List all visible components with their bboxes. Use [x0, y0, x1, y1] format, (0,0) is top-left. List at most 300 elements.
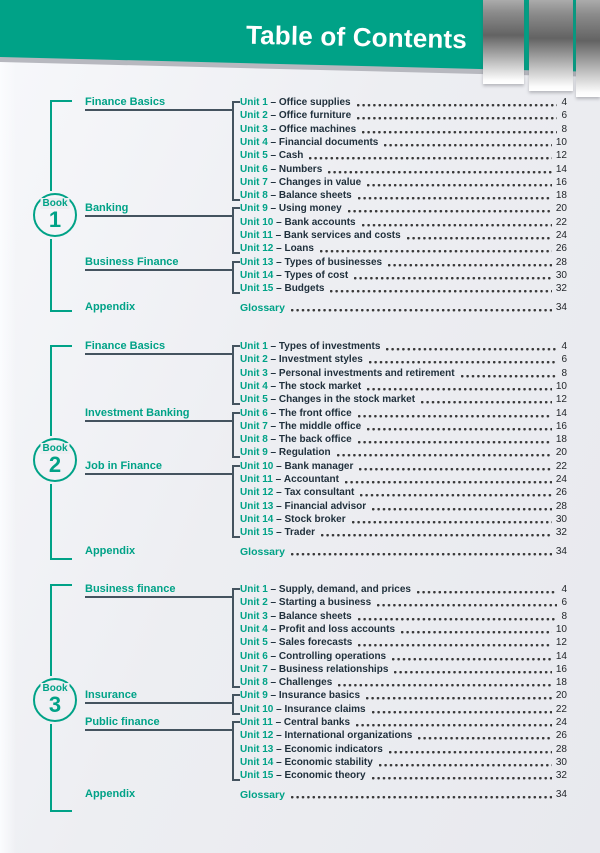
book-bracket-line — [50, 584, 52, 676]
units-bracket-line — [232, 207, 234, 252]
dot-leader — [330, 283, 551, 295]
toc-entry — [240, 177, 567, 189]
glossary-label: Glossary — [240, 789, 285, 801]
page-number: 28 — [555, 256, 567, 268]
book-badge-word: Book — [42, 683, 68, 694]
unit-separator: – — [273, 256, 285, 268]
unit-label: Unit 10 — [240, 703, 274, 715]
page-number: 6 — [561, 110, 567, 122]
units-bracket-tick — [232, 713, 240, 715]
toc-entry — [240, 637, 567, 649]
page-number: 12 — [555, 394, 567, 406]
category-label: Business finance — [85, 583, 176, 595]
dot-leader — [421, 394, 552, 406]
page-number: 10 — [555, 623, 567, 635]
units-bracket-tick — [232, 686, 240, 688]
dot-leader — [321, 527, 552, 539]
unit-label: Unit 7 — [240, 420, 268, 432]
page-number: 4 — [561, 584, 567, 595]
unit-separator: – — [267, 650, 279, 662]
unit-separator: – — [273, 216, 285, 228]
toc-entry — [240, 690, 567, 702]
unit-separator: – — [267, 584, 279, 595]
glossary-label: Glossary — [240, 546, 285, 558]
dot-leader — [362, 124, 557, 136]
unit-title: Starting a business — [278, 597, 372, 609]
book-badge-number: 1 — [48, 207, 62, 232]
units-bracket-tick — [232, 779, 240, 781]
dot-leader — [367, 381, 552, 393]
unit-separator: – — [267, 136, 279, 148]
dot-leader — [291, 546, 552, 558]
toc-entry — [240, 487, 567, 499]
page-number: 32 — [555, 283, 567, 295]
units-bracket-line — [232, 412, 234, 457]
unit-separator: – — [267, 190, 279, 202]
toc-entry — [240, 270, 567, 282]
unit-separator: – — [267, 367, 279, 379]
unit-separator: – — [267, 610, 279, 622]
unit-title: Balance sheets — [278, 190, 352, 202]
dot-leader — [386, 341, 557, 353]
unit-title: Insurance claims — [284, 703, 366, 715]
page-number: 24 — [555, 717, 567, 728]
toc-entry — [240, 514, 567, 526]
dot-leader — [309, 150, 552, 162]
unit-separator: – — [267, 420, 279, 432]
unit-separator: – — [267, 407, 279, 419]
dot-leader — [358, 190, 552, 202]
unit-separator: – — [273, 269, 285, 281]
unit-title: Financial advisor — [284, 500, 367, 512]
dot-leader — [358, 434, 552, 446]
page-number: 28 — [555, 500, 567, 512]
book-bracket-line — [50, 239, 52, 310]
page-number: 10 — [555, 380, 567, 392]
unit-title: The front office — [278, 407, 352, 419]
unit-label: Unit 8 — [240, 434, 268, 446]
toc-entry — [240, 717, 567, 729]
unit-separator: – — [273, 756, 285, 768]
page-number: 26 — [555, 487, 567, 499]
page-number: 24 — [555, 474, 567, 485]
unit-title: Business relationships — [278, 663, 389, 675]
unit-separator: – — [267, 677, 279, 689]
unit-title: Types of investments — [278, 341, 381, 352]
unit-label: Unit 6 — [240, 163, 268, 175]
unit-title: Types of businesses — [284, 256, 383, 268]
unit-title: The back office — [278, 434, 352, 446]
toc-entry — [240, 501, 567, 513]
book-badge-number: 3 — [48, 692, 62, 717]
units-bracket-tick — [232, 345, 240, 347]
category-label: Finance Basics — [85, 340, 166, 352]
unit-title: Accountant — [283, 474, 339, 485]
unit-title: Office furniture — [278, 110, 352, 122]
toc-entry — [240, 394, 567, 406]
toc-entry — [240, 527, 567, 539]
unit-label: Unit 13 — [240, 256, 274, 268]
toc-entry — [240, 354, 567, 366]
dot-leader — [372, 770, 552, 782]
page-number: 32 — [555, 770, 567, 782]
book-badge — [33, 193, 77, 237]
dot-leader — [392, 651, 552, 663]
unit-separator: – — [267, 690, 279, 702]
unit-title: Tax consultant — [284, 487, 355, 499]
unit-label: Unit 2 — [240, 354, 268, 366]
units-bracket-tick — [232, 456, 240, 458]
unit-separator: – — [267, 150, 279, 162]
unit-title: Using money — [278, 203, 342, 215]
unit-separator: – — [267, 597, 279, 609]
toc-entry — [240, 381, 567, 393]
unit-title: Sales forecasts — [278, 637, 353, 649]
units-bracket-line — [232, 345, 234, 403]
units-bracket-tick — [232, 465, 240, 467]
page-number: 26 — [555, 730, 567, 742]
unit-separator: – — [272, 230, 284, 241]
unit-label: Unit 2 — [240, 597, 268, 609]
category-underline — [85, 353, 232, 355]
unit-label: Unit 5 — [240, 150, 268, 162]
toc-entry — [240, 97, 567, 109]
page-number: 22 — [555, 216, 567, 228]
toc-entry — [240, 230, 567, 242]
unit-label: Unit 13 — [240, 500, 274, 512]
unit-separator: – — [267, 380, 279, 392]
toc-entry — [240, 651, 567, 663]
page-number: 34 — [555, 302, 567, 313]
toc-entry — [240, 368, 567, 380]
page-number: 14 — [555, 407, 567, 419]
unit-label: Unit 4 — [240, 380, 268, 392]
toc-entry — [240, 421, 567, 433]
unit-separator: – — [273, 730, 285, 742]
unit-separator: – — [273, 460, 285, 472]
dot-leader — [345, 474, 552, 486]
units-bracket-tick — [232, 588, 240, 590]
appendix-label: Appendix — [85, 788, 136, 800]
unit-separator: – — [273, 703, 285, 715]
page-number: 24 — [555, 230, 567, 241]
toc-entry — [240, 704, 567, 716]
dot-leader — [328, 164, 552, 176]
book-bracket-line — [50, 100, 52, 191]
dot-leader — [291, 789, 552, 801]
book-badge-word: Book — [42, 198, 68, 209]
unit-label: Unit 5 — [240, 394, 268, 406]
units-bracket-tick — [232, 261, 240, 263]
dot-leader — [291, 302, 552, 314]
dot-leader — [401, 624, 552, 636]
unit-title: Financial documents — [278, 136, 379, 148]
page-number: 10 — [555, 136, 567, 148]
dot-leader — [372, 501, 552, 513]
unit-separator: – — [267, 97, 279, 108]
toc-entry — [240, 677, 567, 689]
page-number: 20 — [555, 690, 567, 702]
units-bracket-tick — [232, 101, 240, 103]
unit-separator: – — [267, 354, 279, 366]
toc-entry — [240, 257, 567, 269]
unit-title: Economic theory — [284, 770, 366, 782]
category-underline — [85, 420, 232, 422]
page-number: 4 — [561, 97, 567, 108]
unit-label: Unit 14 — [240, 269, 274, 281]
unit-title: Balance sheets — [278, 610, 352, 622]
page-number: 14 — [555, 650, 567, 662]
unit-separator: – — [267, 447, 279, 459]
unit-title: Office machines — [278, 123, 357, 135]
unit-label: Unit 11 — [240, 474, 273, 485]
unit-separator: – — [273, 527, 285, 539]
toc-entry — [240, 341, 567, 353]
toc-entry — [240, 408, 567, 420]
dot-leader — [418, 730, 552, 742]
toc-entry — [240, 243, 567, 255]
unit-title: Bank accounts — [284, 216, 356, 228]
units-bracket-line — [232, 721, 234, 779]
unit-separator: – — [273, 770, 285, 782]
unit-label: Unit 12 — [240, 487, 274, 499]
page-number: 8 — [561, 123, 567, 135]
book-bracket-line — [50, 345, 52, 436]
category-label: Job in Finance — [85, 459, 163, 472]
unit-separator: – — [267, 176, 279, 188]
units-bracket-tick — [232, 199, 240, 201]
unit-title: Insurance basics — [278, 690, 361, 702]
book-badge — [33, 678, 77, 722]
unit-label: Unit 1 — [240, 584, 268, 595]
book-bracket-tick — [50, 810, 72, 812]
unit-title: Bank services and costs — [283, 230, 401, 241]
dot-leader — [337, 447, 552, 459]
units-bracket-line — [232, 101, 234, 199]
category-label: Investment Banking — [85, 406, 190, 419]
unit-separator: – — [267, 163, 279, 175]
toc-entry — [240, 611, 567, 623]
dot-leader — [358, 611, 558, 623]
toc-entry — [240, 624, 567, 636]
units-bracket-tick — [232, 721, 240, 723]
units-bracket-line — [232, 588, 234, 686]
unit-separator: – — [273, 513, 285, 525]
unit-title: Economic stability — [284, 756, 373, 768]
unit-label: Unit 4 — [240, 623, 268, 635]
glossary-entry — [240, 546, 567, 558]
toc-entry — [240, 110, 567, 122]
unit-separator: – — [267, 637, 279, 649]
book-bracket-tick — [50, 100, 72, 102]
category-label: Insurance — [85, 689, 137, 702]
unit-label: Unit 5 — [240, 637, 268, 649]
units-bracket-line — [232, 465, 234, 537]
category-underline — [85, 269, 232, 271]
book-bracket-tick — [50, 345, 72, 347]
dot-leader — [367, 421, 552, 433]
category-underline — [85, 702, 232, 704]
dot-leader — [461, 368, 558, 380]
unit-label: Unit 1 — [240, 341, 268, 352]
unit-separator: – — [267, 341, 279, 352]
category-underline — [85, 215, 232, 217]
unit-title: Budgets — [284, 283, 325, 295]
unit-label: Unit 6 — [240, 650, 268, 662]
unit-separator: – — [267, 110, 279, 122]
dot-leader — [366, 690, 552, 702]
unit-label: Unit 14 — [240, 756, 274, 768]
page-number: 20 — [555, 203, 567, 215]
page-number: 18 — [555, 677, 567, 689]
unit-label: Unit 3 — [240, 610, 268, 622]
page-number: 6 — [561, 354, 567, 366]
unit-title: Controlling operations — [278, 650, 387, 662]
page-number: 32 — [555, 527, 567, 539]
toc-entry — [240, 730, 567, 742]
unit-separator: – — [273, 743, 285, 755]
unit-label: Unit 12 — [240, 243, 274, 255]
unit-title: The middle office — [278, 420, 362, 432]
toc-entry — [240, 597, 567, 609]
unit-separator: – — [267, 434, 279, 446]
toc-entry — [240, 447, 567, 459]
unit-title: Office supplies — [278, 97, 351, 108]
toc-entry — [240, 137, 567, 149]
toc-entry — [240, 664, 567, 676]
category-underline — [85, 596, 232, 598]
appendix-label: Appendix — [85, 545, 136, 557]
category-underline — [85, 729, 232, 731]
unit-title: Changes in the stock market — [278, 394, 416, 406]
page-number: 16 — [555, 420, 567, 432]
unit-label: Unit 9 — [240, 203, 268, 215]
unit-label: Unit 8 — [240, 190, 268, 202]
book-bracket-tick — [50, 584, 72, 586]
book-badge-number: 2 — [48, 452, 62, 477]
dot-leader — [357, 97, 558, 109]
unit-label: Unit 15 — [240, 283, 274, 295]
unit-separator: – — [273, 500, 285, 512]
toc-entry — [240, 474, 567, 486]
dot-leader — [389, 744, 552, 756]
glossary-entry — [240, 789, 567, 801]
units-bracket-tick — [232, 412, 240, 414]
unit-label: Unit 3 — [240, 367, 268, 379]
unit-label: Unit 7 — [240, 176, 268, 188]
page-number: 30 — [555, 513, 567, 525]
unit-label: Unit 13 — [240, 743, 274, 755]
book-bracket-line — [50, 484, 52, 558]
unit-title: Changes in value — [278, 176, 362, 188]
unit-title: Loans — [284, 243, 314, 255]
units-bracket-tick — [232, 536, 240, 538]
page-number: 4 — [561, 341, 567, 352]
dot-leader — [358, 408, 552, 420]
unit-title: Stock broker — [284, 513, 346, 525]
page-number: 20 — [555, 447, 567, 459]
unit-title: Types of cost — [284, 269, 349, 281]
unit-separator: – — [267, 663, 279, 675]
page-number: 18 — [555, 434, 567, 446]
book-badge-word: Book — [42, 443, 68, 454]
toc-entry — [240, 770, 567, 782]
toc-entry — [240, 124, 567, 136]
page-number: 22 — [555, 460, 567, 472]
page-number: 18 — [555, 190, 567, 202]
unit-label: Unit 10 — [240, 216, 274, 228]
unit-title: The stock market — [278, 380, 362, 392]
toc-entry — [240, 434, 567, 446]
appendix-label: Appendix — [85, 301, 136, 313]
page-number: 30 — [555, 269, 567, 281]
page-number: 26 — [555, 243, 567, 255]
unit-title: Numbers — [278, 163, 323, 175]
category-underline — [85, 473, 232, 475]
unit-label: Unit 15 — [240, 527, 274, 539]
unit-label: Unit 3 — [240, 123, 268, 135]
dot-leader — [377, 597, 557, 609]
unit-label: Unit 11 — [240, 230, 273, 241]
units-bracket-tick — [232, 207, 240, 209]
book-bracket-tick — [50, 310, 72, 312]
page-number: 34 — [555, 789, 567, 800]
glossary-label: Glossary — [240, 302, 285, 314]
page-number: 12 — [555, 150, 567, 162]
dot-leader — [356, 717, 552, 729]
dot-leader — [348, 203, 552, 215]
unit-label: Unit 1 — [240, 97, 268, 108]
unit-label: Unit 9 — [240, 447, 268, 459]
dot-leader — [379, 757, 552, 769]
unit-title: Challenges — [278, 677, 333, 689]
category-label: Business Finance — [85, 255, 179, 268]
page-number: 30 — [555, 756, 567, 768]
dot-leader — [394, 664, 551, 676]
units-bracket-tick — [232, 292, 240, 294]
unit-separator: – — [273, 487, 285, 499]
page-number: 12 — [555, 637, 567, 649]
toc-entry — [240, 757, 567, 769]
dot-leader — [384, 137, 552, 149]
unit-label: Unit 14 — [240, 513, 274, 525]
book-bracket-tick — [50, 558, 72, 560]
dot-leader — [417, 584, 557, 596]
unit-label: Unit 10 — [240, 460, 274, 472]
page-number: 28 — [555, 743, 567, 755]
units-bracket-line — [232, 694, 234, 712]
unit-title: Personal investments and retirement — [278, 367, 455, 379]
dot-leader — [357, 110, 557, 122]
page-title: Table of Contents — [245, 19, 468, 55]
unit-label: Unit 4 — [240, 136, 268, 148]
units-bracket-tick — [232, 403, 240, 405]
unit-title: Central banks — [283, 717, 351, 728]
toc-entry — [240, 150, 567, 162]
dot-leader — [372, 704, 552, 716]
unit-label: Unit 9 — [240, 690, 268, 702]
unit-title: Supply, demand, and prices — [278, 584, 411, 595]
toc-entry — [240, 217, 567, 229]
unit-title: Economic indicators — [284, 743, 383, 755]
dot-leader — [358, 637, 552, 649]
unit-separator: – — [272, 474, 284, 485]
dot-leader — [354, 270, 552, 282]
book-bracket-line — [50, 724, 52, 810]
dot-leader — [359, 461, 551, 473]
dot-leader — [369, 354, 558, 366]
toc-entry — [240, 461, 567, 473]
